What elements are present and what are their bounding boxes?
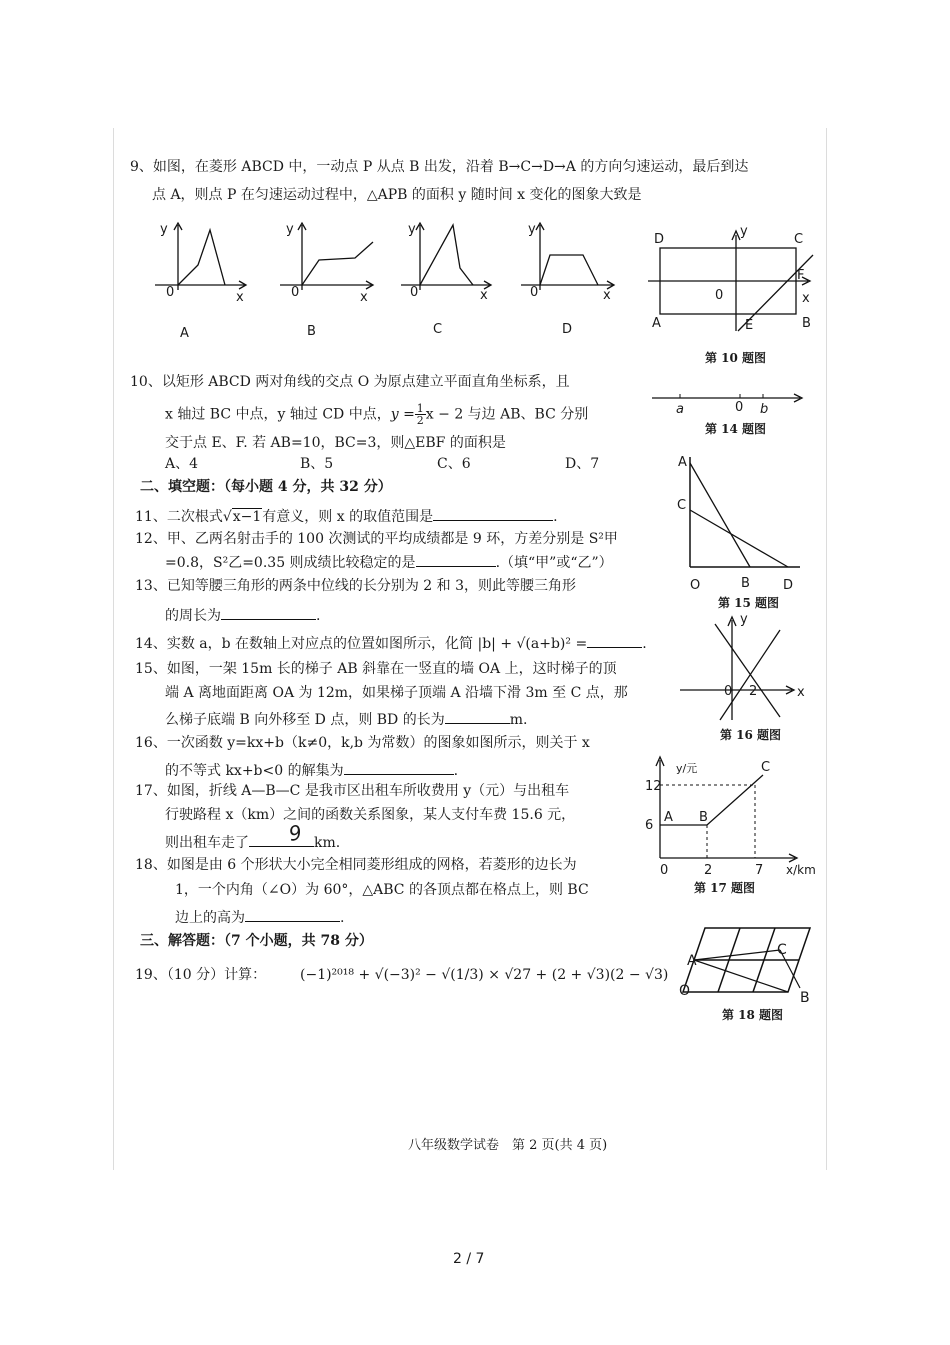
q17-line1: 17、如图，折线 A—B—C 是我市区出租车所收费用 y（元）与出租车 — [135, 783, 570, 799]
graph-b-x: x — [360, 290, 368, 305]
fig14-caption: 第 14 题图 — [705, 422, 767, 436]
fig17-y6: 6 — [645, 818, 654, 833]
fig16-x: x — [797, 685, 805, 700]
option-b-label: B — [307, 324, 316, 339]
fig17-b: B — [699, 810, 708, 825]
q10-line1: 10、以矩形 ABCD 两对角线的交点 O 为原点建立平面直角坐标系，且 — [130, 374, 570, 390]
page-number: 2 / 7 — [453, 1251, 485, 1267]
q15-line2: 端 A 离地面距离 OA 为 12m，如果梯子顶端 A 沿墙下滑 3m 至 C 点，那 — [165, 685, 628, 701]
q9-line2: 点 A，则点 P 在匀速运动过程中，△APB 的面积 y 随时间 x 变化的图象大致是 — [152, 187, 642, 203]
q10-line2: x 轴过 BC 中点，y 轴过 CD 中点，y = $\frac{1}{2}$ x − 2 与边 AB、BC 分别 — [165, 402, 589, 427]
exam-footer: 八年级数学试卷 第 2 页(共 4 页) — [408, 1138, 608, 1153]
q12-line1: 12、甲、乙两名射击手的 100 次测试的平均成绩都是 9 环，方差分别是 S²甲 — [135, 531, 618, 547]
q17-line2: 行驶路程 x（km）之间的函数关系图象，某人支付车费 15.6 元， — [165, 807, 576, 823]
fig17-x2: 2 — [704, 863, 713, 878]
q10-option-a: A、4 — [165, 456, 199, 472]
fig14-number-line — [650, 390, 810, 410]
q18-line1: 18、如图是由 6 个形状大小完全相同菱形组成的网格，若菱形的边长为 — [135, 857, 577, 873]
q13-line2: 的周长为 . — [165, 605, 320, 625]
fig10-d: D — [654, 232, 665, 247]
q19-label: 19、（10 分）计算： — [135, 967, 267, 983]
q16-line1: 16、一次函数 y=kx+b（k≠0，k,b 为常数）的图象如图所示，则关于 x — [135, 735, 590, 751]
fig16-diagram — [680, 612, 805, 722]
q13-line1: 13、已知等腰三角形的两条中位线的长分别为 2 和 3，则此等腰三角形 — [135, 578, 576, 594]
q11-text: 11、二次根式√x−1有意义，则 x 的取值范围是 . — [135, 506, 558, 526]
q10-line3: 交于点 E、F. 若 AB=10，BC=3，则△EBF 的面积是 — [165, 435, 506, 451]
q19-expression: (−1)²⁰¹⁸ + √(−3)² − √(1/3) × √27 + (2 + √3)(2 − √3) — [300, 967, 669, 983]
fig17-caption: 第 17 题图 — [694, 881, 756, 895]
fig16-y: y — [740, 612, 748, 627]
graph-c-y: y — [408, 222, 416, 237]
graph-c-x: x — [480, 288, 488, 303]
q17-handwritten-answer: 9 — [287, 820, 304, 846]
graph-b-y: y — [286, 222, 294, 237]
fig14-b: b — [760, 402, 769, 417]
fig14-zero: 0 — [735, 400, 744, 415]
q15-line1: 15、如图，一架 15m 长的梯子 AB 斜靠在一竖直的墙 OA 上，这时梯子的顶 — [135, 661, 617, 677]
graph-a-origin: 0 — [166, 285, 175, 300]
fig10-y: y — [740, 224, 748, 239]
fig17-origin: 0 — [660, 863, 669, 878]
graph-d-origin: 0 — [530, 285, 539, 300]
fig10-b: B — [802, 316, 811, 331]
fig15-c: C — [677, 498, 687, 513]
fig18-c: C — [777, 942, 787, 958]
fig16-caption: 第 16 题图 — [720, 728, 782, 742]
fig16-two: 2 — [749, 684, 758, 699]
fig17-c: C — [761, 760, 771, 775]
q18-line3: 边上的高为 . — [175, 907, 344, 927]
graph-d-x: x — [603, 288, 611, 303]
q15-line3: 么梯子底端 B 向外移至 D 点，则 BD 的长为 m. — [165, 709, 527, 729]
fig10-caption: 第 10 题图 — [705, 351, 767, 365]
fig18-o: O — [679, 983, 691, 999]
fig18-grid — [680, 920, 815, 1000]
fig15-caption: 第 15 题图 — [718, 596, 780, 610]
graph-b-origin: 0 — [291, 285, 300, 300]
graph-a-y: y — [160, 222, 168, 237]
q10-option-d: D、7 — [565, 456, 600, 472]
fig18-a: A — [687, 953, 697, 969]
fig15-d: D — [783, 578, 794, 593]
option-a-label: A — [180, 326, 189, 341]
option-c-label: C — [433, 322, 443, 337]
fig16-zero: 0 — [724, 684, 733, 699]
fig14-a: a — [676, 402, 684, 417]
fig17-y12: 12 — [645, 779, 662, 794]
q17-line3: 则出租车走了 9 km. — [165, 820, 341, 851]
fig17-x7: 7 — [755, 863, 764, 878]
fig15-o: O — [690, 578, 701, 593]
fig15-a: A — [678, 455, 687, 470]
q16-line2: 的不等式 kx+b<0 的解集为 . — [165, 760, 458, 780]
fig18-caption: 第 18 题图 — [722, 1008, 784, 1022]
fig17-xlabel: x/km — [786, 863, 816, 877]
fig17-ylabel: y/元 — [676, 762, 698, 775]
q9-line1: 9、如图，在菱形 ABCD 中，一动点 P 从点 B 出发，沿着 B→C→D→A 的方向匀速运动，最后到达 — [130, 159, 749, 175]
section3-heading: 三、解答题：（7 个小题，共 78 分） — [140, 933, 373, 949]
section2-heading: 二、填空题：（每小题 4 分，共 32 分） — [140, 479, 392, 495]
fig18-b: B — [800, 990, 810, 1006]
fig15-b: B — [741, 576, 750, 591]
fig10-f: F — [797, 268, 805, 283]
fig10-a: A — [652, 316, 661, 331]
graph-d-y: y — [528, 222, 536, 237]
q12-line2: =0.8，S²乙=0.35 则成绩比较稳定的是 .（填“甲”或“乙”） — [165, 552, 613, 572]
q10-option-b: B、5 — [300, 456, 334, 472]
fig10-x: x — [802, 291, 810, 306]
q10-option-c: C、6 — [437, 456, 471, 472]
fig17-a: A — [664, 810, 673, 825]
fig10-e: E — [745, 318, 754, 333]
option-d-label: D — [562, 322, 573, 337]
fig10-o: 0 — [715, 288, 724, 303]
fig15-diagram — [682, 455, 802, 575]
fig10-c: C — [794, 232, 804, 247]
q18-line2: 1，一个内角（∠O）为 60°，△ABC 的各顶点都在格点上，则 BC — [175, 882, 589, 898]
graph-a-x: x — [236, 290, 244, 305]
q14-text: 14、实数 a，b 在数轴上对应点的位置如图所示，化简 |b| + √(a+b)² = . — [135, 633, 647, 653]
fig10-diagram — [648, 225, 818, 335]
graph-c-origin: 0 — [410, 285, 419, 300]
